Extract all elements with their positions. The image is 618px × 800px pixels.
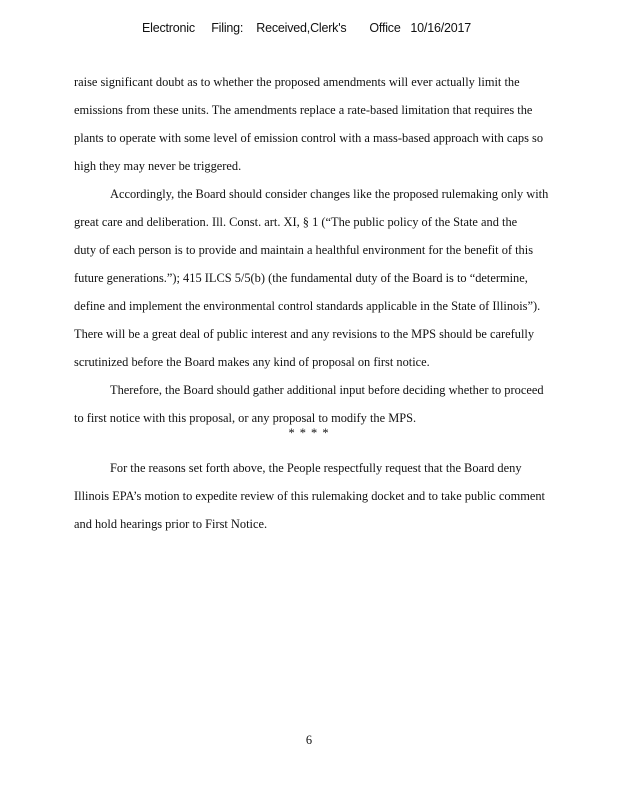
text-line: future generations.”); 415 ILCS 5/5(b) (the fundamental duty of the Board is to “determine, xyxy=(74,271,528,285)
page-number: 6 xyxy=(305,733,313,747)
text-line: There will be a great deal of public interest and any revisions to the MPS should be carefully xyxy=(74,327,535,341)
text-line: define and implement the environmental control standards applicable in the State of Illinois”). xyxy=(74,299,541,313)
text-line: high they may never be triggered. xyxy=(74,159,242,173)
text-line: Therefore, the Board should gather additional input before deciding whether to proceed xyxy=(110,383,544,397)
text-line: to first notice with this proposal, or any proposal to modify the MPS. xyxy=(74,411,417,425)
text-line: emissions from these units. The amendments replace a rate-based limitation that requires the xyxy=(74,103,533,117)
closing-paragraph xyxy=(74,454,594,538)
section-separator: * * * * xyxy=(288,426,330,440)
text-line: For the reasons set forth above, the People respectfully request that the Board deny xyxy=(110,461,522,475)
text-line: great care and deliberation. Ill. Const. art. XI, § 1 (“The public policy of the State and the xyxy=(74,215,518,229)
text-line: raise significant doubt as to whether the proposed amendments will ever actually limit the xyxy=(74,75,520,89)
text-line: plants to operate with some level of emission control with a mass-based approach with caps so xyxy=(74,131,544,145)
body-text xyxy=(74,68,594,432)
text-line: scrutinized before the Board makes any kind of proposal on first notice. xyxy=(74,355,430,369)
text-line: and hold hearings prior to First Notice. xyxy=(74,517,268,531)
text-line: Accordingly, the Board should consider changes like the proposed rulemaking only with xyxy=(110,187,549,201)
text-line: duty of each person is to provide and maintain a healthful environment for the benefit of this xyxy=(74,243,534,257)
filing-stamp: Electronic Filing: Received,Clerk's Office 10/16/2017 xyxy=(142,21,471,35)
text-line: Illinois EPA’s motion to expedite review of this rulemaking docket and to take public comment xyxy=(74,489,545,503)
